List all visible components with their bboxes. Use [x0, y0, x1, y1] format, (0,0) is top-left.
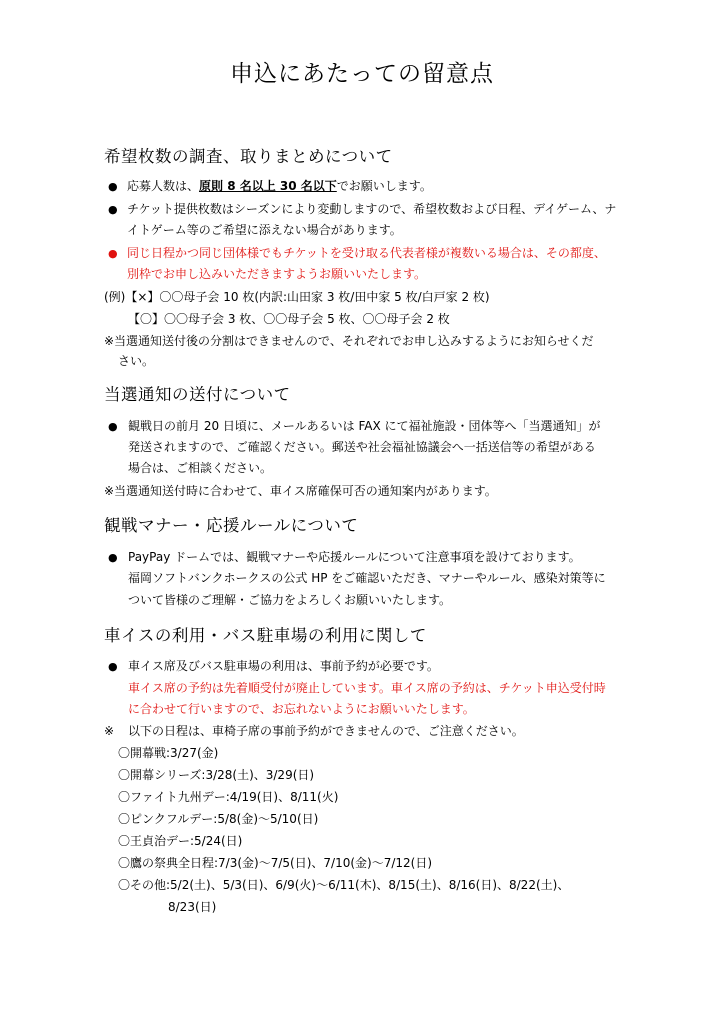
date-item: 〇ピンクフルデー:5/8(金)～5/10(日): [118, 812, 319, 826]
sec1-item-3-line-2: 別枠でお申し込みいただきますようお願いいたします。: [127, 267, 427, 281]
sec1-item-1: [127, 179, 432, 194]
sec4-item-1-line-1: 車イス席及びバス駐車場の利用は、事前予約が必要です。: [128, 659, 439, 673]
sec2-item-1-line-3: 場合は、ご相談ください。: [128, 461, 273, 475]
date-item: 〇鷹の祭典全日程:7/3(金)～7/5(日)、7/10(金)～7/12(日): [118, 856, 433, 870]
sec3-item-1-line-2: 福岡ソフトバンクホークスの公式 HP をご確認いただき、マナーやルール、感染対策等に: [128, 571, 606, 585]
sec1-note-line-1: ※当選通知送付後の分割はできませんので、それぞれでお申し込みするようにお知らせくだ: [104, 334, 594, 348]
bullet-icon: ●: [108, 180, 118, 193]
date-item: 〇その他:5/2(土)、5/3(日)、6/9(火)～6/11(木)、8/15(土)、8/16(日)、8/22(土)、: [118, 878, 570, 892]
sec1-item-1-post: でお願いします。: [336, 179, 432, 193]
date-item: 〇開幕戦:3/27(金): [118, 746, 219, 760]
sec4-item-1-line-2: 車イス席の予約は先着順受付が廃止しています。車イス席の予約は、チケット申込受付時: [128, 681, 606, 695]
sec3-item-1-line-1: PayPay ドームでは、観戦マナーや応援ルールについて注意事項を設けております。: [128, 550, 581, 564]
bullet-icon: ●: [108, 660, 118, 673]
sec1-example-line-1: (例)【×】〇〇母子会 10 枚(内訳:山田家 3 枚/田中家 5 枚/白戸家 2 枚): [104, 290, 490, 304]
section-heading-ticket-count: 希望枚数の調査、取りまとめについて: [104, 147, 393, 166]
date-item-continued: 8/23(日): [168, 900, 217, 914]
sec1-item-1-emphasis: 原則 8 名以上 30 名以下: [199, 179, 337, 193]
section-heading-wheelchair-bus: 車イスの利用・バス駐車場の利用に関して: [104, 626, 427, 645]
sec1-note-line-2: さい。: [118, 354, 155, 368]
section-heading-manners: 観戦マナー・応援ルールについて: [104, 516, 359, 535]
date-item: 〇ファイト九州デー:4/19(日)、8/11(火): [118, 790, 339, 804]
sec4-note: 以下の日程は、車椅子席の事前予約ができませんので、ご注意ください。: [128, 724, 524, 738]
bullet-icon-red: ●: [108, 247, 118, 260]
sec4-item-1-line-3: に合わせて行いますので、お忘れないようにお願いいたします。: [128, 702, 475, 716]
sec1-item-2-line-2: イトゲーム等のご希望に添えない場合があります。: [127, 223, 402, 237]
sec4-note-mark: ※: [104, 724, 115, 738]
bullet-icon: ●: [108, 551, 118, 564]
date-item: 〇王貞治デー:5/24(日): [118, 834, 243, 848]
sec2-note: ※当選通知送付時に合わせて、車イス席確保可否の通知案内があります。: [104, 484, 497, 498]
sec3-item-1-line-3: ついて皆様のご理解・ご協力をよろしくお願いいたします。: [128, 593, 452, 607]
sec1-item-1-pre: 応募人数は、: [127, 179, 200, 193]
page-title: 申込にあたっての留意点: [230, 61, 494, 87]
date-item: 〇開幕シリーズ:3/28(土)、3/29(日): [118, 768, 315, 782]
sec2-item-1-line-2: 発送されますので、ご確認ください。郵送や社会福祉協議会へ一括送信等の希望がある: [128, 440, 596, 454]
sec1-example-line-2: 【〇】〇〇母子会 3 枚、〇〇母子会 5 枚、〇〇母子会 2 枚: [128, 312, 450, 326]
sec1-item-2-line-1: チケット提供枚数はシーズンにより変動しますので、希望枚数および日程、デイゲーム、ナ: [127, 202, 617, 216]
sec2-item-1-line-1: 観戦日の前月 20 日頃に、メールあるいは FAX にて福祉施設・団体等へ「当選通知」が: [128, 419, 601, 433]
sec1-item-3-line-1: 同じ日程かつ同じ団体様でもチケットを受け取る代表者様が複数いる場合は、その都度、: [127, 246, 606, 260]
bullet-icon: ●: [108, 420, 118, 433]
section-heading-notification: 当選通知の送付について: [104, 385, 291, 404]
bullet-icon: ●: [108, 203, 118, 216]
